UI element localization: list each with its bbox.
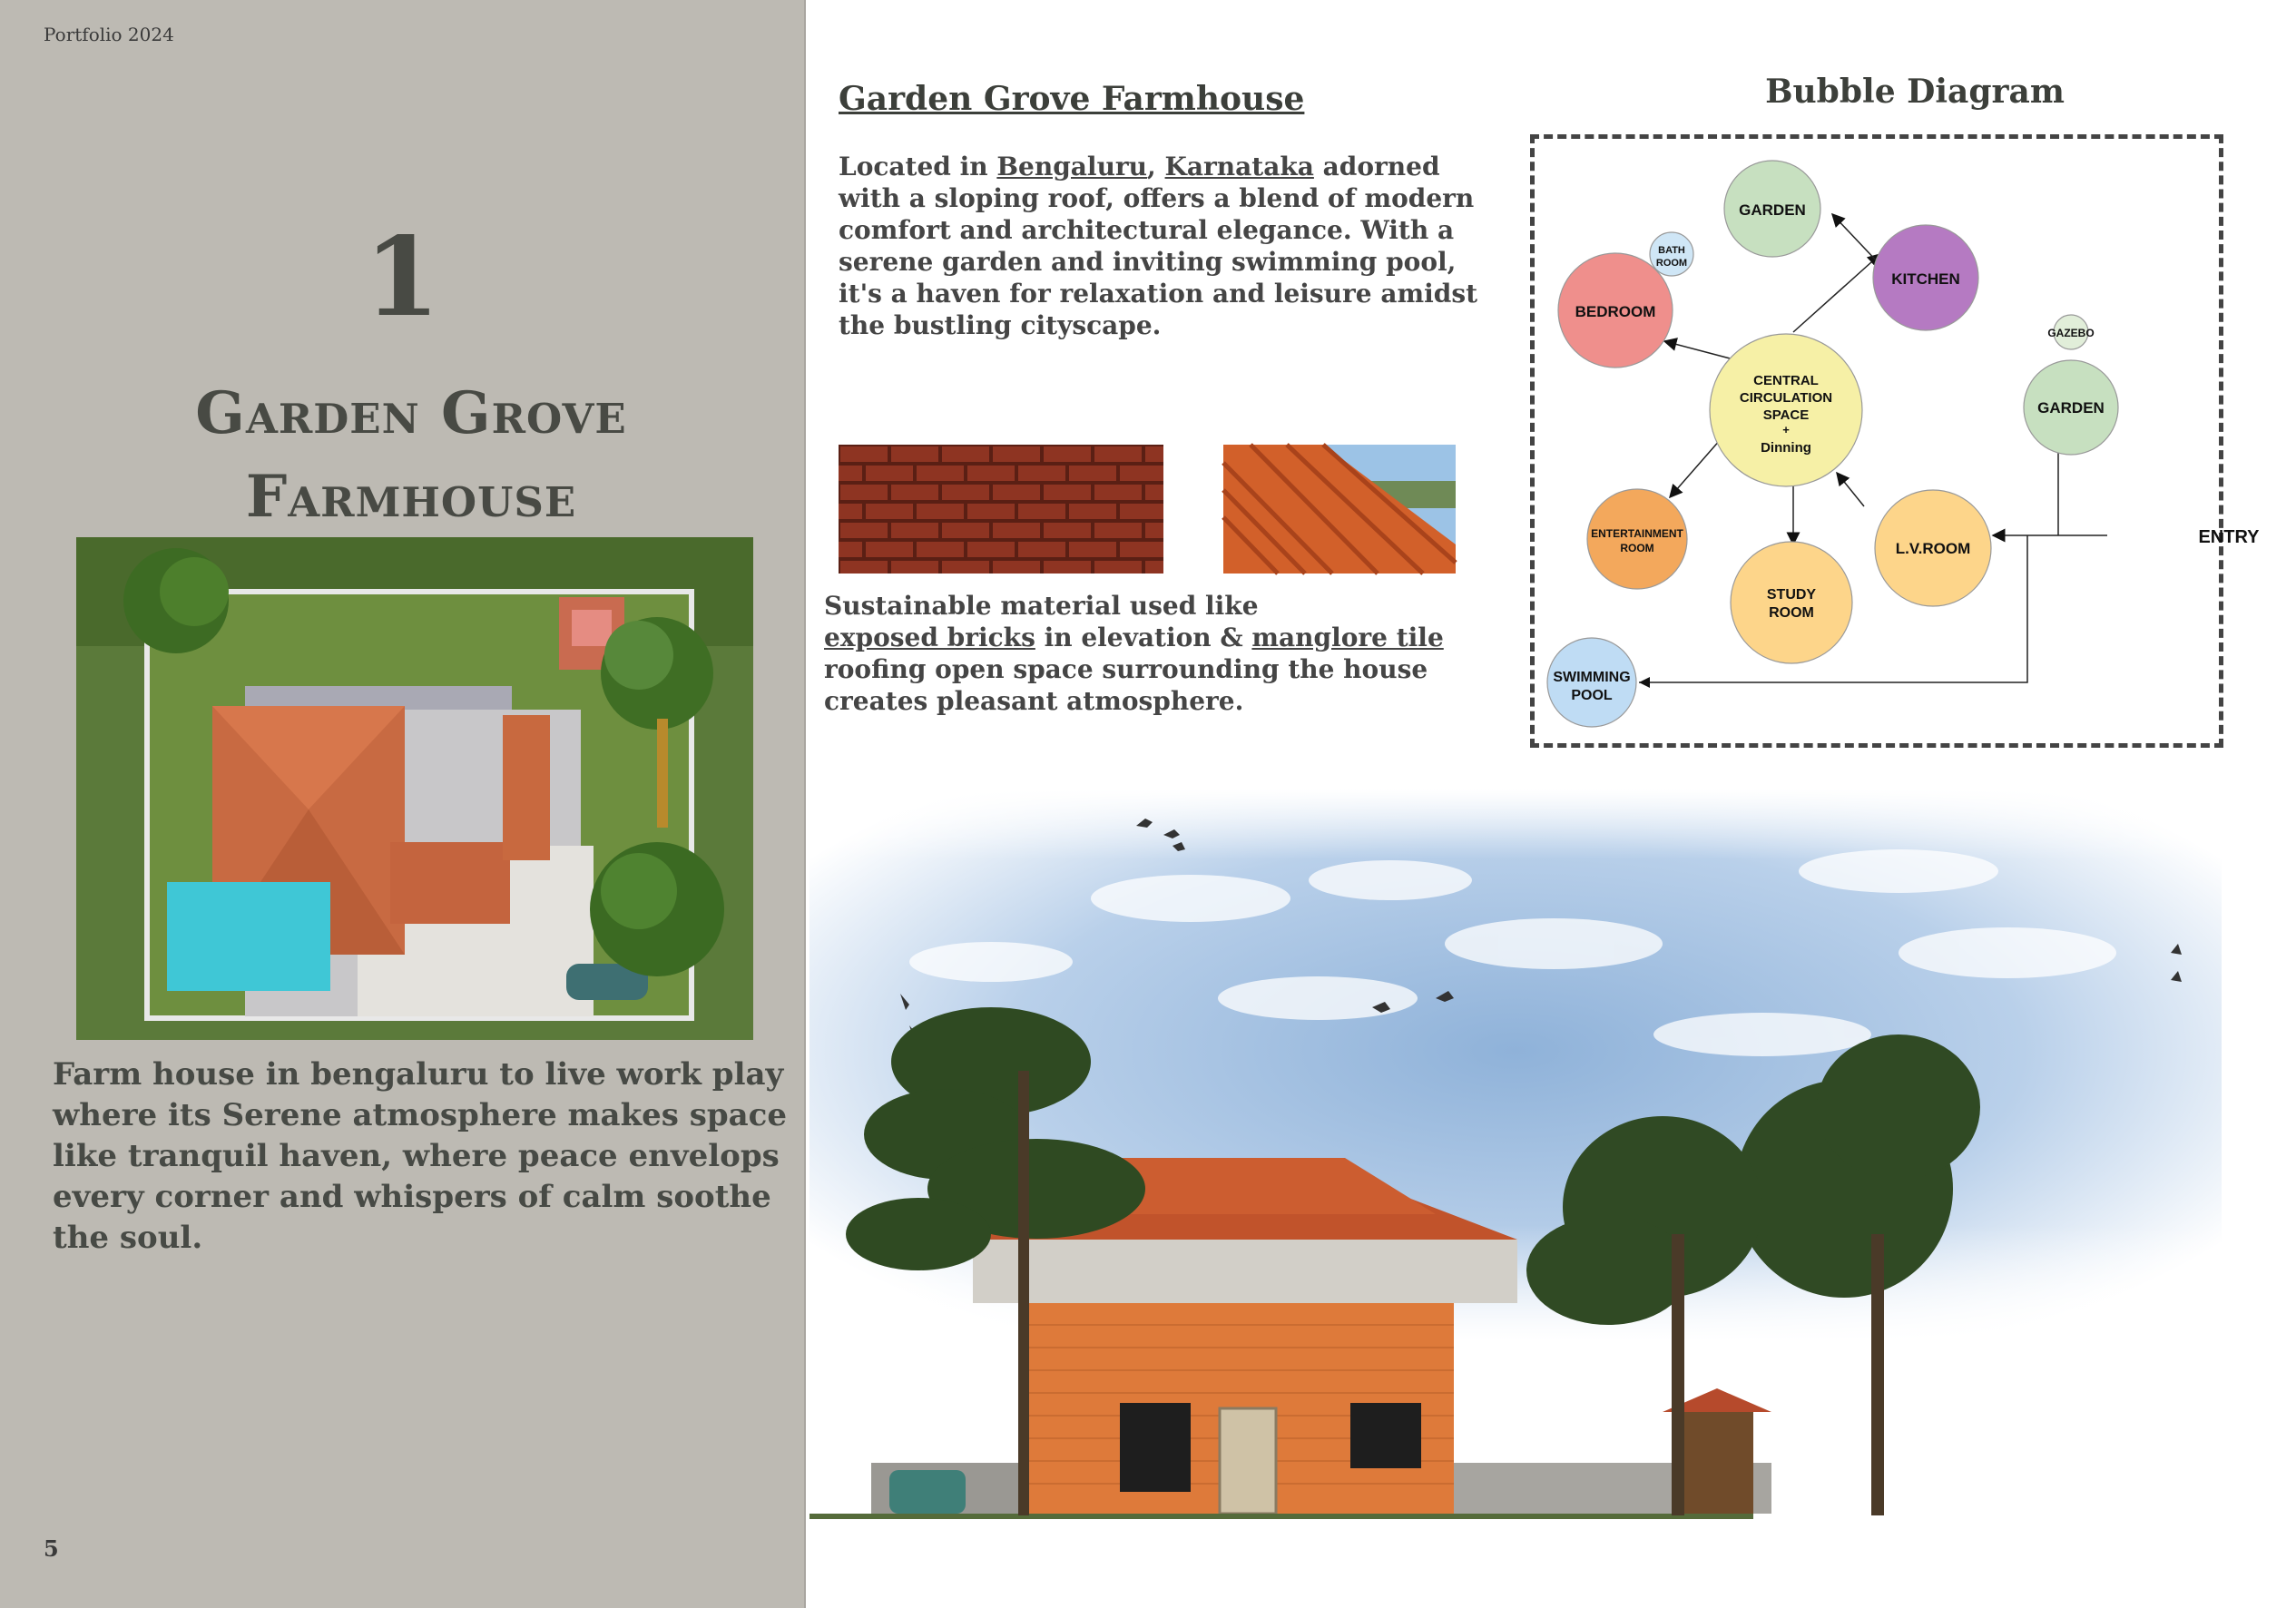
left-panel	[0, 0, 806, 1608]
bubble-diagram-title: Bubble Diagram	[1765, 73, 2065, 111]
exposed-brick-image	[839, 445, 1163, 574]
section-title: Garden Grove Farmhouse	[839, 80, 1305, 118]
portfolio-header: Portfolio 2024	[44, 24, 174, 45]
label-lv-room: L.V.ROOM	[1895, 540, 1971, 557]
intro-city: Bengaluru	[996, 152, 1148, 181]
label-central-3: SPACE	[1762, 407, 1810, 423]
bubble-study-room	[1731, 542, 1852, 663]
label-pool-1: SWIMMING	[1553, 670, 1631, 685]
project-description: Farm house in bengaluru to live work play where its Serene atmosphere makes space like tranquil haven, where peace envelops every corner and whispers of calm soothe the soul.	[53, 1056, 788, 1256]
label-pool-2: POOL	[1571, 688, 1613, 703]
label-garden-top: GARDEN	[1739, 201, 1806, 219]
material-tile: manglore tile	[1251, 623, 1444, 652]
intro-comma: ,	[1147, 152, 1165, 181]
manglore-tile-image	[1223, 445, 1456, 574]
project-title-line2: Farmhouse	[245, 463, 577, 531]
label-entry: ENTRY	[2198, 527, 2260, 547]
intro-rest: adorned with a sloping roof, offers a blend of modern comfort and architectural elegance. With a serene garden and inviting swimming pool, it's a haven for relaxation and leisure amidst the bustling cityscape.	[839, 152, 1478, 340]
label-kitchen: KITCHEN	[1891, 270, 1960, 288]
front-elevation-render	[809, 762, 2222, 1561]
label-study-2: ROOM	[1769, 605, 1814, 621]
label-bath-1: BATH	[1658, 245, 1685, 256]
page-number: 5	[44, 1535, 59, 1562]
label-central-4: +	[1782, 423, 1790, 436]
material-mid: in elevation &	[1035, 623, 1252, 652]
label-bath-2: ROOM	[1655, 258, 1688, 269]
project-number: 1	[364, 213, 440, 341]
label-garden-right: GARDEN	[2037, 399, 2105, 417]
label-ent-1: ENTERTAINMENT	[1591, 527, 1683, 540]
site-plan-image	[76, 537, 753, 1040]
material-line1: Sustainable material used like	[824, 591, 1259, 621]
label-ent-2: ROOM	[1620, 542, 1654, 554]
bubble-diagram	[1530, 134, 2260, 748]
project-title-line1: Garden Grove	[195, 379, 627, 447]
material-bricks: exposed bricks	[824, 623, 1035, 652]
intro-state: Karnataka	[1164, 152, 1314, 181]
intro-pre: Located in	[839, 152, 997, 181]
project-title	[54, 372, 768, 539]
label-gazebo: GAZEBO	[2047, 327, 2095, 339]
materials-paragraph	[824, 590, 1532, 717]
label-central-5: Dinning	[1761, 440, 1811, 456]
label-central-2: CIRCULATION	[1739, 390, 1833, 406]
label-bedroom: BEDROOM	[1575, 303, 1656, 320]
label-central-1: CENTRAL	[1753, 373, 1819, 388]
intro-paragraph	[839, 151, 1492, 341]
label-study-1: STUDY	[1766, 587, 1817, 603]
material-end: roofing open space surrounding the house creates pleasant atmosphere.	[824, 654, 1428, 716]
